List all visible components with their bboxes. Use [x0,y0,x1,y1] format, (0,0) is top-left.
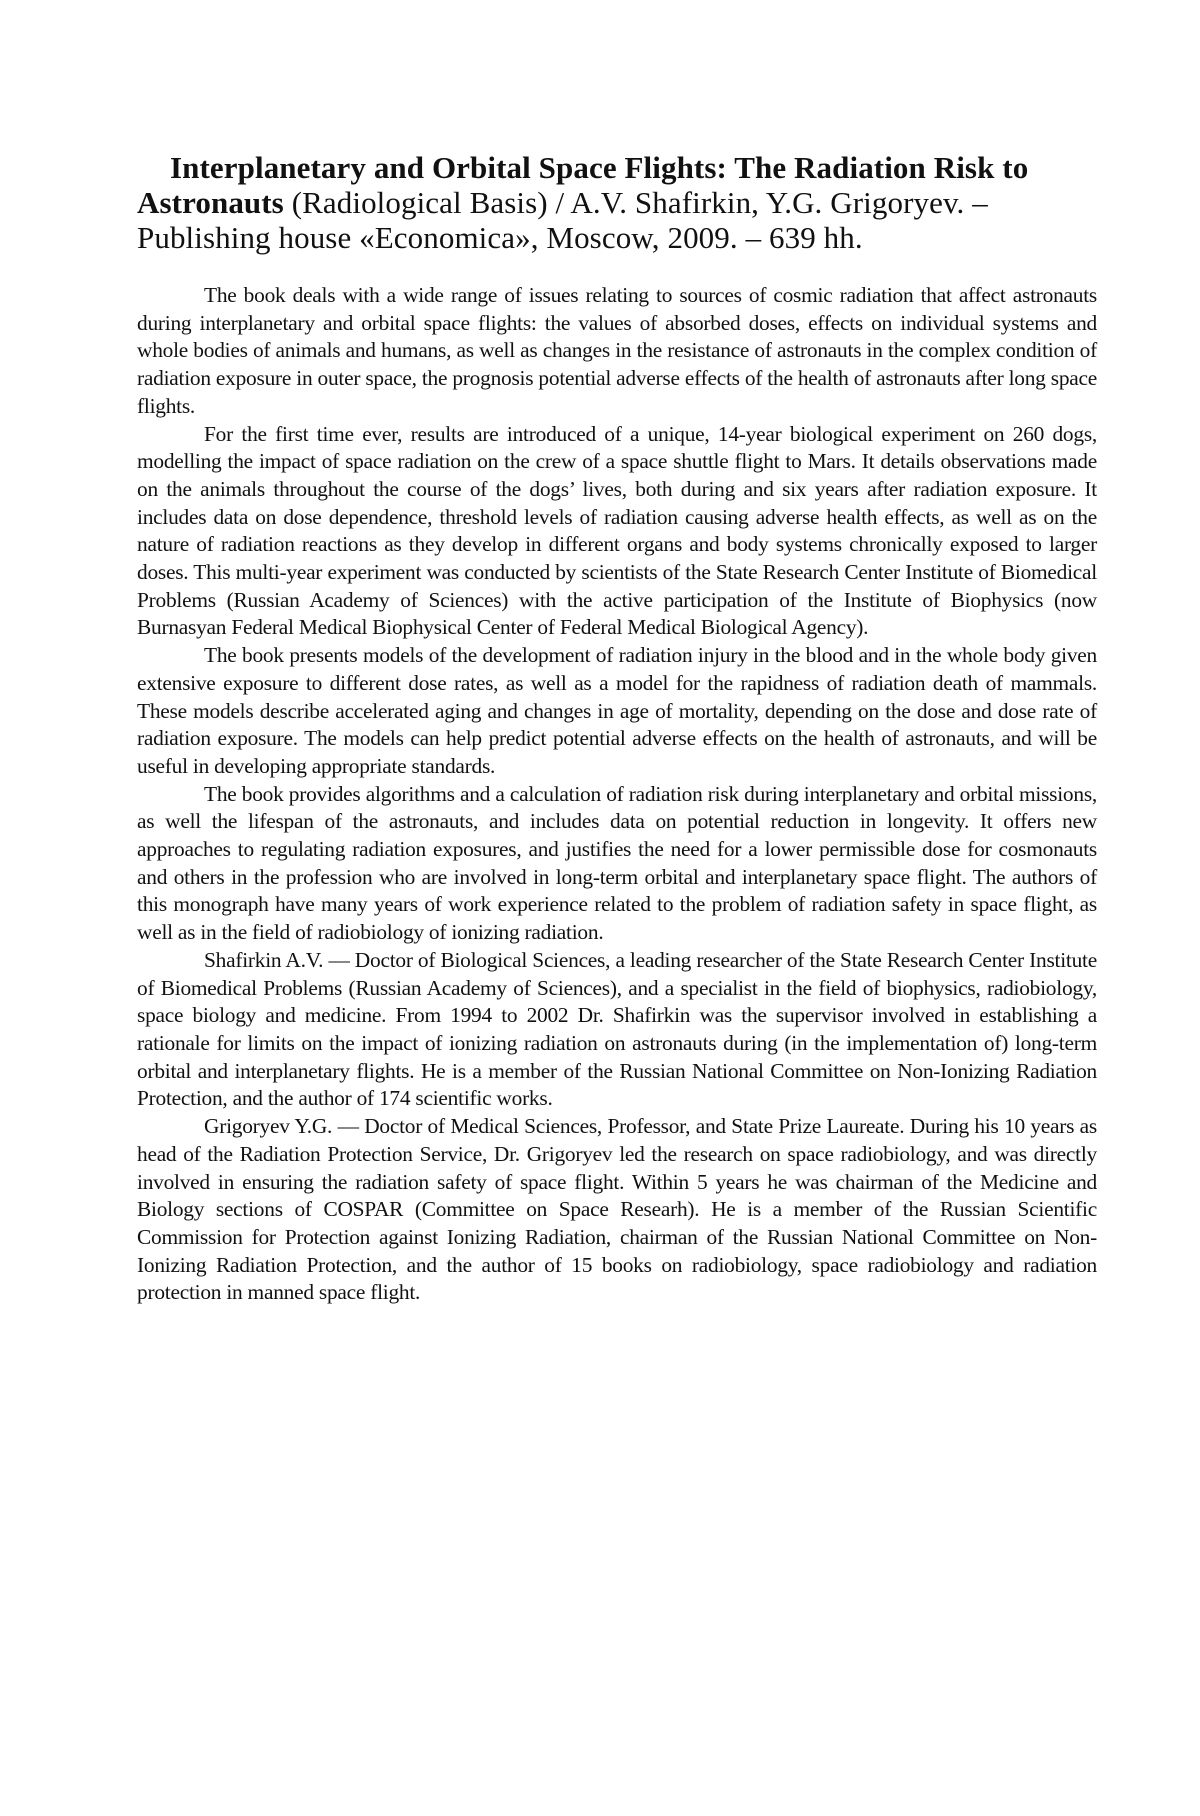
paragraph-dog-experiment: For the first time ever, results are introduced of a unique, 14-year biological experiment on 260 dogs, modelling the impact of space radiation on the crew of a space shuttle flight to Mars. It details observations made on the animals throughout the course of the dogs’ lives, both during and six years after radiation exposure. It includes data on dose dependence, threshold levels of radiation causing adverse health effects, as well as on the nature of radiation reactions as they develop in different organs and body systems chronically exposed to larger doses. This multi-year experiment was conducted by scientists of the State Research Center Institute of Biomedical Problems (Russian Academy of Sciences) with the active participation of the Institute of Biophysics (now Burnasyan Federal Medical Biophysical Center of Federal Medical Biological Agency). [137,421,1097,640]
paragraph-algorithms: The book provides algorithms and a calculation of radiation risk during interplanetary and orbital missions, as well the lifespan of the astronauts, and includes data on potential reduction in longevity. It offers new approaches to regulating radiation exposures, and justifies the need for a lower permissible dose for cosmonauts and others in the profession who are involved in long-term orbital and interplanetary space flight. The authors of this monograph have many years of work experience related to the problem of radiation safety in space flight, as well as in the field of radiobiology of ionizing radiation. [137,781,1097,945]
citation-details: (Radiological Basis) / A.V. Shafirkin, Y.G. Grigoryev. – Publishing house «Economica», Moscow, 2009. – 639 hh. [137,185,988,255]
paragraph-author-shafirkin: Shafirkin A.V. — Doctor of Biological Sciences, a leading researcher of the State Research Center Institute of Biomedical Problems (Russian Academy of Sciences), and a specialist in the field of biophysics, radiobiology, space biology and medicine. From 1994 to 2002 Dr. Shafirkin was the supervisor involved in establishing a rationale for limits on the impact of ionizing radiation on astronauts during (in the implementation of) long-term orbital and interplanetary flights. He is a member of the Russian National Committee on Non-Ionizing Radiation Protection, and the author of 174 scientific works. [137,947,1097,1111]
paragraph-author-grigoryev: Grigoryev Y.G. — Doctor of Medical Sciences, Professor, and State Prize Laureate. During his 10 years as head of the Radiation Protection Service, Dr. Grigoryev led the research on space radiobiology, and was directly involved in ensuring the radiation safety of space flight. Within 5 years he was chairman of the Medicine and Biology sections of COSPAR (Committee on Space Researh). He is a member of the Russian Scientific Commission for Protection against Ionizing Radiation, chairman of the Russian National Committee on Non-Ionizing Radiation Protection, and the author of 15 books on radiobiology, space radiobiology and radiation protection in manned space flight. [137,1114,1097,1305]
book-citation-heading [137,150,1097,255]
paragraph-overview: The book deals with a wide range of issues relating to sources of cosmic radiation that affect astronauts during interplanetary and orbital space flights: the values of absorbed doses, effects on individual systems and whole bodies of animals and humans, as well as changes in the resistance of astronauts in the complex condition of radiation exposure in outer space, the prognosis potential adverse effects of the health of astronauts after long space flights. [137,283,1097,418]
document-page [137,150,1097,1307]
book-abstract [137,282,1097,1307]
paragraph-models: The book presents models of the development of radiation injury in the blood and in the whole body given extensive exposure to different dose rates, as well as a model for the rapidness of radiation death of mammals. These models describe accelerated aging and changes in age of mortality, depending on the dose and dose rate of radiation exposure. The models can help predict potential adverse effects on the health of astronauts, and will be useful in developing appropriate standards. [137,643,1097,778]
book-title: Interplanetary and Orbital Space Flights: The Radiation Risk to Astronauts [137,150,1029,220]
